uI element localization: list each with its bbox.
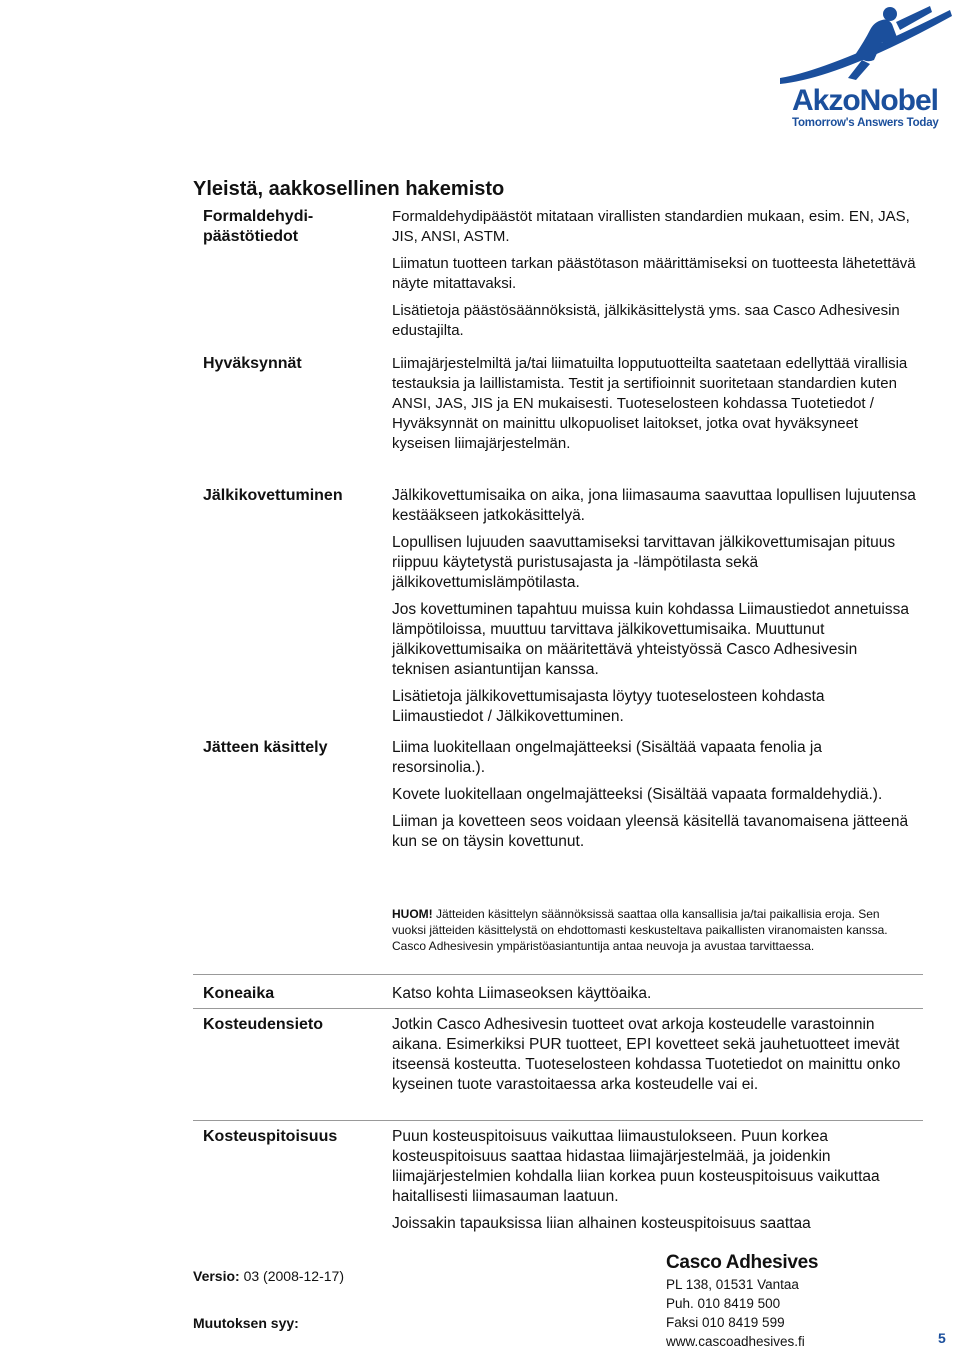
note-prefix: HUOM! bbox=[392, 907, 433, 921]
paragraph: Jos kovettuminen tapahtuu muissa kuin kohdassa Liimaustiedot annetuissa lämpötiloissa, muuttuu tarvittava jälkikovettumisaika. Muuttunut jälkikovettumisaika on määritettävä yhteistyössä Casco Adhesivesin teknisen asiantuntijan kanssa. bbox=[392, 601, 909, 678]
entry-body bbox=[392, 1127, 917, 1241]
paragraph: Katso kohta Liimaseoksen käyttöaika. bbox=[392, 985, 652, 1002]
company-phone: Puh. 010 8419 500 bbox=[666, 1296, 781, 1311]
version-value: 03 (2008-12-17) bbox=[239, 1268, 344, 1284]
company-website[interactable]: www.cascoadhesives.fi bbox=[666, 1334, 805, 1349]
section-title: Yleistä, aakkosellinen hakemisto bbox=[193, 178, 505, 200]
change-reason-line bbox=[193, 1315, 299, 1331]
paragraph: Jotkin Casco Adhesivesin tuotteet ovat arkoja kosteudelle varastoinnin aikana. Esimerkiksi PUR tuotteet, EPI kovetteet sekä jauhetuotteet imevät itseensä kosteutta. Tuoteselosteen kohdassa Tuotetiedot on mainittu onko kyseinen tuote varastoitaessa arka kosteudelle vai ei. bbox=[392, 1016, 901, 1093]
entry-body bbox=[392, 738, 917, 859]
version-label: Versio: bbox=[193, 1268, 240, 1284]
paragraph: Kovete luokitellaan ongelmajätteeksi (Sisältää vapaata formaldehydiä.). bbox=[392, 786, 883, 803]
row-divider bbox=[193, 974, 923, 975]
company-fax: Faksi 010 8419 599 bbox=[666, 1315, 785, 1330]
company-address: PL 138, 01531 Vantaa bbox=[666, 1277, 799, 1292]
entry-label: Hyväksynnät bbox=[203, 355, 302, 372]
paragraph: Liimatun tuotteen tarkan päästötason määrittämiseksi on tuotteesta lähetettävä näyte mitattavaksi. bbox=[392, 255, 916, 292]
entry-label: Jälkikovettuminen bbox=[203, 487, 343, 504]
paragraph: Lisätietoja päästösäännöksistä, jälkikäsittelystä yms. saa Casco Adhesivesin edustajilta. bbox=[392, 302, 900, 339]
entry-body bbox=[392, 354, 917, 461]
paragraph: Liimajärjestelmiltä ja/tai liimatuilta lopputuotteilta saatetaan edellyttää virallisia testauksia ja laillistamista. Testit ja sertifioinnit suoritetaan standardien kuten ANSI, JAS, JIS ja EN mukaisesti. Tuoteselosteen kohdassa Tuotetiedot / Hyväksynnät on mainittu ulkopuoliset laitokset, jotka ovat hyväksyneet kyseisen liimajärjestelmän. bbox=[392, 355, 908, 452]
row-divider bbox=[193, 1120, 923, 1121]
paragraph: Jälkikovettumisaika on aika, jona liimasauma saavuttaa lopullisen lujuutensa kestääkseen jatkokäsittelyä. bbox=[392, 487, 916, 524]
paragraph: Lisätietoja jälkikovettumisajasta löytyy tuoteselosteen kohdasta Liimaustiedot / Jälkikovettuminen. bbox=[392, 688, 825, 725]
entry-label: Jätteen käsittely bbox=[203, 739, 328, 756]
akzonobel-figure-icon bbox=[770, 0, 960, 90]
page-number: 5 bbox=[938, 1330, 946, 1346]
logo-tagline: Tomorrow's Answers Today bbox=[792, 117, 939, 129]
version-line bbox=[193, 1268, 344, 1284]
paragraph: Lopullisen lujuuden saavuttamiseksi tarvittavan jälkikovettumisajan pituus riippuu käytetystä puristusajasta ja -lämpötilasta sekä jälkikovettumislämpötilasta. bbox=[392, 534, 896, 591]
note-text: Jätteiden käsittelyn säännöksissä saattaa olla kansallisia ja/tai paikallisia eroja. Sen vuoksi jätteiden käsittelystä on ehdottomasti keskusteltava paikallisten viranomaisten kanssa. Casco Adhesivesin ympäristöasiantuntija antaa neuvoja ja avustaa tarvittaessa. bbox=[392, 907, 888, 953]
company-name: Casco Adhesives bbox=[666, 1252, 819, 1273]
paragraph: Puun kosteuspitoisuus vaikuttaa liimaustulokseen. Puun korkea kosteuspitoisuus saattaa hidastaa liimajärjestelmää, ja joidenkin liimajärjestelmien kohdalla liian korkea puun kosteuspitoisuus vaikuttaa haitallisesti liimasauman laatuun. bbox=[392, 1128, 880, 1205]
entry-label: Kosteuspitoisuus bbox=[203, 1128, 338, 1145]
paragraph: Formaldehydipäästöt mitataan virallisten standardien mukaan, esim. EN, JAS, JIS, ANSI, ASTM. bbox=[392, 208, 910, 245]
paragraph: Liima luokitellaan ongelmajätteeksi (Sisältää vapaata fenolia ja resorsinolia.). bbox=[392, 739, 822, 776]
paragraph: Joissakin tapauksissa liian alhainen kosteuspitoisuus saattaa bbox=[392, 1215, 811, 1232]
akzonobel-wordmark bbox=[792, 86, 952, 130]
logo-name: AkzoNobel bbox=[792, 84, 939, 117]
company-contact bbox=[666, 1251, 886, 1351]
paragraph: Liiman ja kovetteen seos voidaan yleensä käsitellä tavanomaisena jätteenä kun se on täysin kovettunut. bbox=[392, 813, 909, 850]
waste-note bbox=[392, 906, 912, 954]
entry-body bbox=[392, 486, 917, 734]
entry-label: Formaldehydi- päästötiedot bbox=[203, 208, 314, 245]
entry-body bbox=[392, 207, 917, 348]
entry-body bbox=[392, 1015, 917, 1102]
entry-label: Kosteudensieto bbox=[203, 1016, 324, 1033]
change-reason-label: Muutoksen syy: bbox=[193, 1315, 299, 1331]
entry-label: Koneaika bbox=[203, 985, 275, 1002]
entry-body bbox=[392, 984, 917, 1011]
